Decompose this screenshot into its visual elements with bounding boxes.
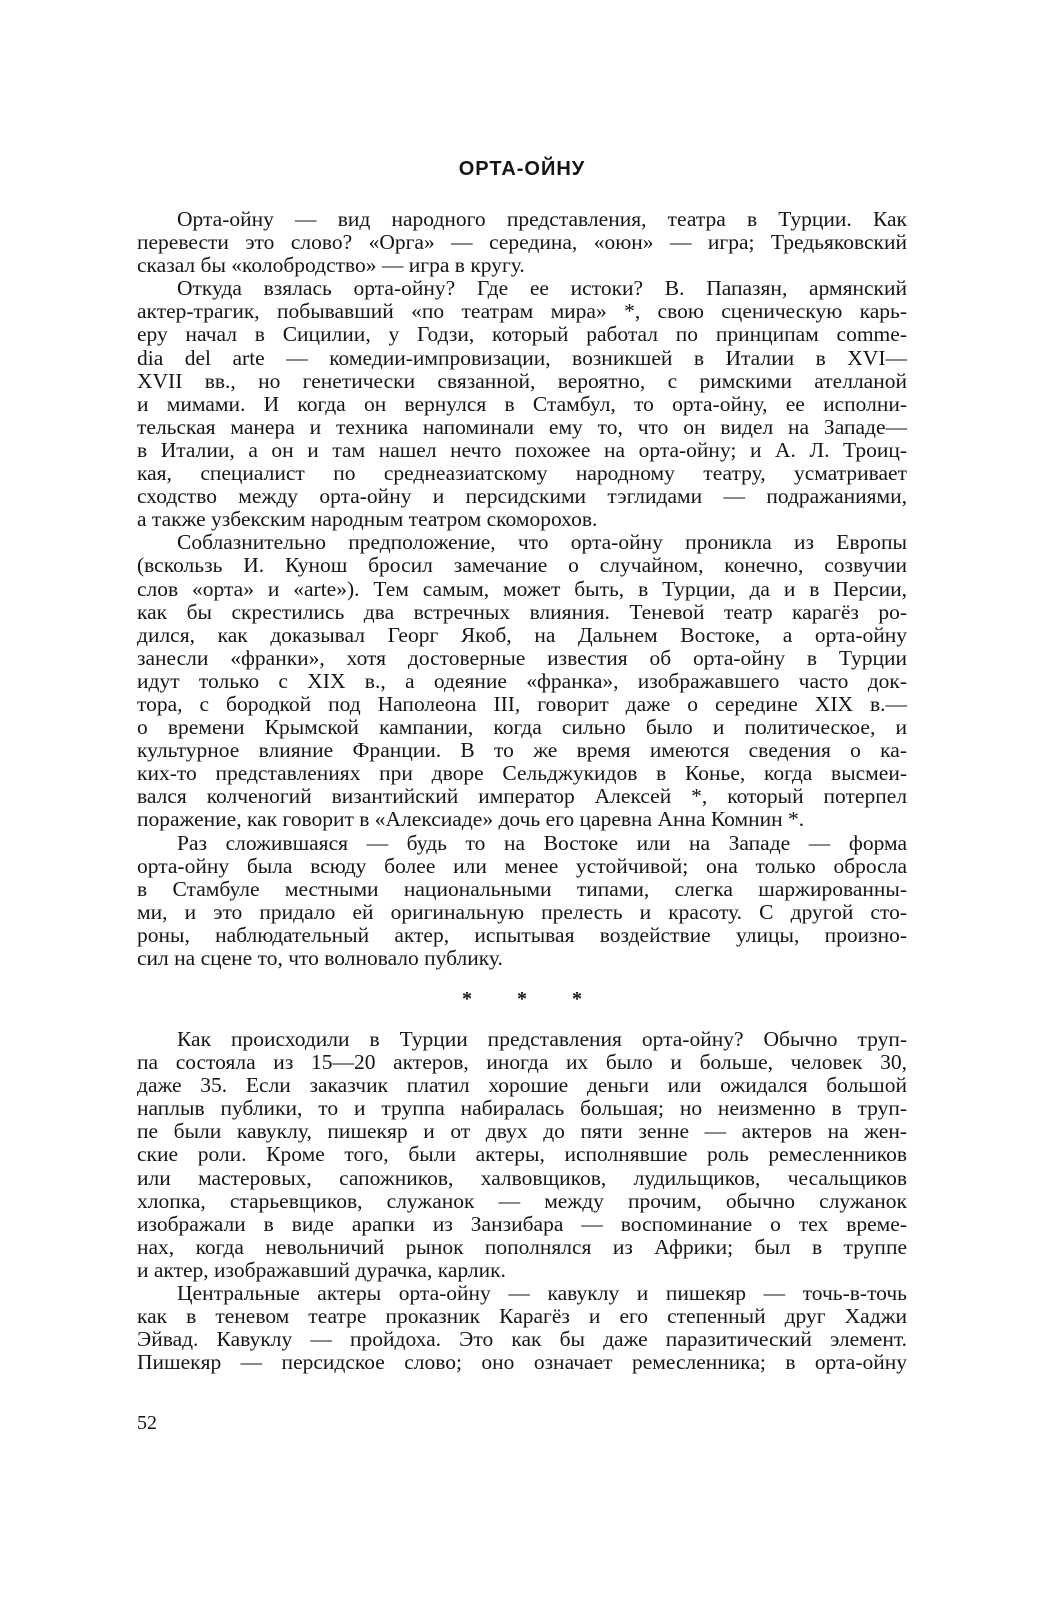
- section-1-text: [137, 208, 907, 970]
- text-line: Центральные актеры орта-ойну — кавуклу и пишекяр — точь-в-точь: [177, 1281, 907, 1306]
- text-line: ких-то представлениях при дворе Сельджукидов в Конье, когда высмеи-: [137, 761, 907, 786]
- text-line: тора, с бородкой под Наполеона III, говорит даже о середине XIX в.—: [137, 691, 907, 716]
- text-line: поражение, как говорит в «Алексиаде» дочь его царевна Анна Комнин *.: [137, 807, 805, 832]
- text-line: роны, наблюдательный актер, испытывая воздействие улицы, произно-: [137, 922, 907, 947]
- text-line: ми, и это придало ей оригинальную прелесть и красоту. С другой сто-: [137, 899, 907, 924]
- text-line: орта-ойну была всюду более или менее устойчивой; она только обросла: [137, 853, 907, 878]
- text-line: культурное влияние Франции. В то же время имеются сведения о ка-: [137, 738, 907, 763]
- text-line: слов «орта» и «arte»). Тем самым, может быть, в Турции, да и в Персии,: [137, 576, 907, 601]
- text-line: даже 35. Если заказчик платил хорошие деньги или ожидался большой: [137, 1073, 907, 1098]
- text-line: пе были кавуклу, пишекяр и от двух до пяти зенне — актеров на жен-: [137, 1119, 907, 1144]
- text-line: dia del arte — комедии-импровизации, возникшей в Италии в XVI—: [137, 345, 907, 370]
- text-line: кая, специалист по среднеазиатскому народному театру, усматривает: [137, 461, 907, 486]
- text-line: как в теневом театре проказник Карагёз и его степенный друг Хаджи: [137, 1304, 907, 1329]
- text-line: Эйвад. Кавуклу — пройдоха. Это как бы даже паразитический элемент.: [137, 1327, 907, 1352]
- text-line: и актер, изображавший дурачка, карлик.: [137, 1257, 506, 1282]
- page-number: 52: [137, 1412, 157, 1434]
- text-line: хлопка, старьевщиков, служанок — между прочим, обычно служанок: [137, 1188, 907, 1213]
- text-line: занесли «франки», хотя достоверные известия об орта-ойну в Турции: [137, 645, 907, 670]
- text-line: перевести это слово? «Орга» — середина, «оюн» — игра; Тредьяковский: [137, 230, 907, 255]
- text-line: в Стамбуле местными национальными типами, слегка шаржированны-: [137, 876, 907, 901]
- text-line: изображали в виде арапки из Занзибара — воспоминание о тех време-: [137, 1211, 907, 1236]
- text-line: XVII вв., но генетически связанной, вероятно, с римскими ателланой: [137, 368, 907, 393]
- text-line: актер-трагик, побывавший «по театрам мира» *, свою сценическую карь-: [137, 299, 907, 324]
- text-line: Орта-ойну — вид народного представления, театра в Турции. Как: [177, 207, 907, 231]
- text-line: сказал бы «колобродство» — игра в кругу.: [137, 253, 525, 278]
- text-line: дился, как доказывал Георг Якоб, на Дальнем Востоке, а орта-ойну: [137, 622, 907, 647]
- text-line: сил на сцене то, что волновало публику.: [137, 946, 503, 970]
- text-line: и мимами. И когда он вернулся в Стамбул, то орта-ойну, ее исполни-: [137, 391, 907, 416]
- text-line: в Италии, а он и там нашел нечто похожее на орта-ойну; и А. Л. Троиц-: [137, 437, 907, 462]
- text-line: вался колченогий византийский император Алексей *, который потерпел: [137, 784, 907, 809]
- text-line: а также узбекским народным театром скоморохов.: [137, 507, 598, 532]
- text-line: наплыв публики, то и труппа набиралась большая; но неизменно в труп-: [137, 1096, 907, 1121]
- text-line: как бы скрестились два встречных влияния. Теневой театр карагёз ро-: [137, 599, 907, 624]
- section-separator: * * *: [462, 988, 582, 1010]
- text-line: ские роли. Кроме того, были актеры, исполнявшие роль ремесленников: [137, 1142, 907, 1167]
- text-line: или мастеровых, сапожников, халвовщиков, лудильщиков, чесальщиков: [137, 1165, 907, 1190]
- text-line: Раз сложившаяся — будь то на Востоке или на Западе — форма: [177, 830, 907, 855]
- text-line: тельская манера и техника напоминали ему то, что он видел на Западе—: [137, 414, 907, 439]
- text-line: нах, когда невольничий рынок пополнялся из Африки; был в труппе: [137, 1234, 907, 1259]
- text-line: Соблазнительно предположение, что орта-ойну проникла из Европы: [177, 530, 907, 555]
- text-line: о времени Крымской кампании, когда сильно было и политическое, и: [137, 715, 907, 740]
- chapter-title: ОРТА-ОЙНУ: [458, 158, 586, 180]
- text-line: Как происходили в Турции представления орта-ойну? Обычно труп-: [177, 1027, 907, 1051]
- text-line: Пишекяр — персидское слово; оно означает ремесленника; в орта-ойну: [137, 1350, 907, 1375]
- text-line: (вскользь И. Кунош бросил замечание о случайном, конечно, созвучии: [137, 553, 907, 578]
- text-line: еру начал в Сицилии, у Годзи, который работал по принципам comme-: [137, 322, 907, 347]
- text-line: па состояла из 15—20 актеров, иногда их было и больше, человек 30,: [137, 1050, 907, 1075]
- text-line: Откуда взялась орта-ойну? Где ее истоки? В. Папазян, армянский: [177, 276, 907, 301]
- text-line: идут только с XIX в., а одеяние «франка», изображавшего часто док-: [137, 668, 907, 693]
- section-2-text: [137, 1028, 907, 1374]
- text-line: сходство между орта-ойну и персидскими тэглидами — подражаниями,: [137, 484, 907, 509]
